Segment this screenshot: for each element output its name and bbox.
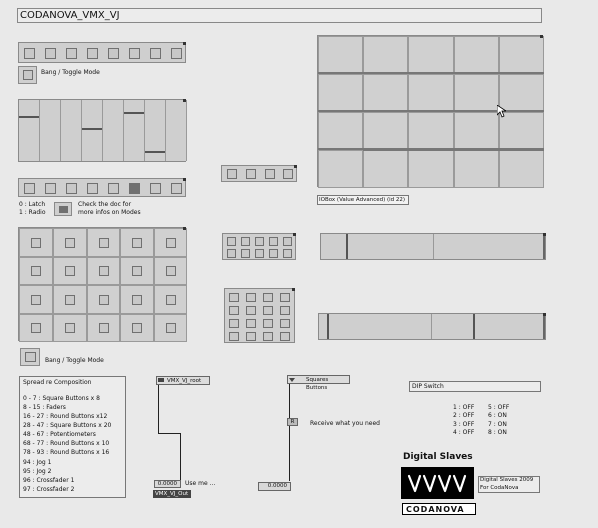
fader-level [124,112,144,114]
crossfader-handle-2 [473,314,475,339]
brand-name: Digital Slaves [403,452,473,462]
node-pin [158,378,164,382]
small-button-2[interactable] [246,169,256,179]
grid-button [99,323,109,333]
grid-button [65,238,75,248]
grid-cell[interactable] [120,228,154,257]
panel-corner [540,35,543,38]
receive-node-label: R [290,419,295,425]
grid-button [31,295,41,305]
fader-4[interactable] [82,100,103,161]
grid-cell[interactable] [154,228,187,257]
patch-wire [289,426,290,481]
pot-cell[interactable] [454,112,499,150]
credit-line-1: Digital Slaves 2009 [480,477,534,483]
small-button-1[interactable] [227,169,237,179]
square-button-3[interactable] [66,48,77,59]
vmx-out-node[interactable] [153,490,191,498]
bang-toggle-label-1: Bang / Toggle Mode [41,69,100,76]
fader-6[interactable] [124,100,145,161]
grid-button [166,323,176,333]
grid-button [132,323,142,333]
grid-button [166,266,176,276]
window-title-bar [17,8,542,23]
grid-cell[interactable] [53,314,87,342]
pot-cell[interactable] [318,112,363,150]
crossfader-end [543,314,545,339]
round-button[interactable] [263,306,273,315]
grid-cell[interactable] [53,257,87,285]
round-button[interactable] [280,332,290,341]
grid-button [65,323,75,333]
round-buttons-grid-5x2 [222,233,296,260]
grid-cell[interactable] [53,285,87,314]
panel-corner [543,233,546,236]
round-buttons-grid-4x4 [224,288,295,343]
round-button[interactable] [229,293,239,302]
squares-buttons-node[interactable] [287,375,350,391]
dip-switch-box [409,381,541,392]
square-button-4[interactable] [87,48,98,59]
grid-cell[interactable] [154,314,187,342]
small-button-4[interactable] [283,169,293,179]
patch-wire [289,384,290,418]
pot-cell[interactable] [318,74,363,112]
square-buttons-grid-5x4 [18,227,186,341]
round-button[interactable] [280,306,290,315]
round-button[interactable] [263,293,273,302]
pot-cell[interactable] [499,150,544,188]
grid-button [31,323,41,333]
crossfader-divider [431,314,432,339]
fader-3[interactable] [61,100,82,161]
square-button-7[interactable] [150,48,161,59]
spread-item: 8 - 15 : Faders [23,404,66,411]
spread-composition-box [19,376,126,498]
pot-cell[interactable] [454,74,499,112]
receive-text: Receive what you need [310,420,380,427]
grid-cell[interactable] [154,257,187,285]
crossfader-handle [346,234,348,259]
digital-slaves-logo [401,467,474,499]
bang-toggle-label-2: Bang / Toggle Mode [45,357,104,364]
vmx-root-node[interactable] [156,376,210,385]
grid-cell[interactable] [120,257,154,285]
radio-button-2[interactable] [45,183,56,194]
dip-switch-title: DIP Switch [412,383,444,390]
grid-button [65,266,75,276]
check-doc-label-2: more infos on Modes [78,209,141,216]
panel-corner [183,99,186,102]
round-button[interactable] [263,332,273,341]
mode-toggle-inner [59,206,68,213]
latch-label: 0 : Latch [19,201,46,208]
crossfader-2[interactable] [318,313,546,340]
grid-cell[interactable] [120,285,154,314]
dip-col2-1: 5 : OFF [488,404,510,411]
use-me-label: Use me ... [185,480,216,487]
panel-corner [294,165,297,168]
fader-7[interactable] [145,100,166,161]
grid-cell[interactable] [19,314,53,342]
round-button[interactable] [269,237,278,246]
fader-8[interactable] [166,100,187,161]
round-button[interactable] [283,249,292,258]
spread-item: 68 - 77 : Round Buttons x 10 [23,440,110,447]
round-button[interactable] [227,237,236,246]
radio-button-7[interactable] [150,183,161,194]
bang-toggle-inner [23,70,33,80]
radio-button-8[interactable] [171,183,182,194]
grid-button [99,266,109,276]
round-button[interactable] [255,237,264,246]
value-box-left-text: 0.0000 [157,481,177,487]
spread-item: 28 - 47 : Square Buttons x 20 [23,422,112,429]
panel-corner [183,227,186,230]
radio-button-5[interactable] [108,183,119,194]
grid-cell[interactable] [53,228,87,257]
grid-button [166,295,176,305]
round-button[interactable] [255,249,264,258]
bang-toggle-button-1[interactable] [18,66,37,84]
square-buttons-row-top [18,42,186,63]
spread-item: 96 : Crossfader 1 [23,477,75,484]
iobox-caption-box [317,195,409,205]
bang-toggle-inner [25,352,36,362]
round-button[interactable] [283,237,292,246]
panel-corner [543,313,546,316]
grid-button [132,238,142,248]
vmx-root-node-label: VMX_VJ_root [167,378,202,384]
fader-level [19,116,39,118]
mouse-cursor-icon [497,105,506,118]
spread-item: 97 : Crossfader 2 [23,486,75,493]
pot-cell[interactable] [454,36,499,74]
panel-corner [292,288,295,291]
grid-cell[interactable] [19,257,53,285]
codanova-logo [402,503,476,515]
faders-panel [18,99,186,162]
receive-node[interactable] [287,418,298,426]
vmx-out-node-label: VMX_VJ_Out [155,491,189,497]
round-button[interactable] [246,319,256,328]
value-box-right[interactable] [258,482,291,491]
value-box-right-text: 0.0000 [267,483,287,489]
grid-cell[interactable] [120,314,154,342]
grid-button [65,295,75,305]
round-button[interactable] [246,306,256,315]
grid-cell[interactable] [87,228,120,257]
spread-item: 48 - 67 : Potentiometers [23,431,96,438]
dip-col1-1: 1 : OFF [453,404,475,411]
crossfader-end [543,234,545,259]
pot-level-row-4 [363,149,544,151]
round-button[interactable] [280,293,290,302]
radio-buttons-row [18,178,186,197]
fader-level [145,151,165,153]
patch-wire [158,385,159,433]
square-button-5[interactable] [108,48,119,59]
radio-button-6[interactable] [129,183,140,194]
spread-item: 94 : Jog 1 [23,459,52,466]
pot-cell[interactable] [408,150,454,188]
fader-5[interactable] [103,100,124,161]
round-button[interactable] [227,249,236,258]
patch-wire [180,433,181,480]
square-button-1[interactable] [24,48,35,59]
pot-cell[interactable] [408,112,454,150]
potentiometer-grid [317,35,543,187]
credit-line-2: For CodaNova [480,485,519,491]
grid-button [99,238,109,248]
crossfader-handle [327,314,329,339]
panel-corner [183,42,186,45]
grid-cell[interactable] [87,314,120,342]
bang-toggle-button-2[interactable] [20,348,40,366]
radio-button-1[interactable] [24,183,35,194]
pot-cell[interactable] [318,150,363,188]
squares-buttons-node-label: Squares Buttons [306,377,329,391]
round-button[interactable] [246,293,256,302]
check-doc-label-1: Check the doc for [78,201,132,208]
pot-level-row-1 [318,72,544,74]
dip-col2-2: 6 : ON [488,412,507,419]
dip-col2-3: 7 : ON [488,421,507,428]
round-button[interactable] [280,319,290,328]
small-button-3[interactable] [265,169,275,179]
dip-col2-4: 8 : ON [488,429,507,436]
round-button[interactable] [229,332,239,341]
radio-button-3[interactable] [66,183,77,194]
grid-cell[interactable] [19,228,53,257]
pot-cell[interactable] [363,36,408,74]
pot-cell[interactable] [363,150,408,188]
pot-cell[interactable] [363,112,408,150]
square-buttons-row-small [221,165,297,182]
grid-cell[interactable] [154,285,187,314]
round-button[interactable] [269,249,278,258]
grid-button [132,266,142,276]
radio-button-4[interactable] [87,183,98,194]
pot-cell[interactable] [454,150,499,188]
round-button[interactable] [229,319,239,328]
grid-button [166,238,176,248]
square-button-6[interactable] [129,48,140,59]
grid-cell[interactable] [87,285,120,314]
square-button-2[interactable] [45,48,56,59]
round-button[interactable] [263,319,273,328]
spread-item: 95 : Jog 2 [23,468,52,475]
pot-cell[interactable] [408,36,454,74]
value-box-left[interactable] [154,480,181,488]
round-button[interactable] [241,249,250,258]
grid-button [31,238,41,248]
crossfader-divider [433,234,434,259]
grid-button [31,266,41,276]
spread-title: Spread re Composition [23,379,92,386]
crossfader-1[interactable] [320,233,546,260]
iobox-caption: IOBox (Value Advanced) (id 22) [319,197,406,203]
dip-col1-2: 2 : OFF [453,412,475,419]
codanova-logo-text: CODANOVA [406,505,465,514]
vvvv-logo-icon [401,467,474,499]
pot-cell[interactable] [408,74,454,112]
grid-button [99,295,109,305]
window-title: CODANOVA_VMX_VJ [20,10,120,21]
square-button-8[interactable] [171,48,182,59]
fader-1[interactable] [19,100,40,161]
round-button[interactable] [246,332,256,341]
panel-corner [183,178,186,181]
grid-button [132,295,142,305]
spread-item: 78 - 93 : Round Buttons x 16 [23,449,110,456]
panel-corner [293,233,296,236]
fader-level [82,128,102,130]
grid-cell[interactable] [19,285,53,314]
pot-cell[interactable] [363,74,408,112]
pot-cell[interactable] [499,36,544,74]
dip-col1-4: 4 : OFF [453,429,475,436]
round-button[interactable] [229,306,239,315]
mode-toggle[interactable] [54,202,72,216]
spread-item: 16 - 27 : Round Buttons x12 [23,413,108,420]
dropdown-arrow-icon [289,378,295,382]
grid-cell[interactable] [87,257,120,285]
spread-item: 0 - 7 : Square Buttons x 8 [23,395,100,402]
dip-col1-3: 3 : OFF [453,421,475,428]
credit-box [478,476,540,493]
patch-wire [158,433,180,434]
pot-level-row-2 [318,110,544,112]
round-button[interactable] [241,237,250,246]
radio-label: 1 : Radio [19,209,46,216]
pot-cell[interactable] [318,36,363,74]
fader-2[interactable] [40,100,61,161]
